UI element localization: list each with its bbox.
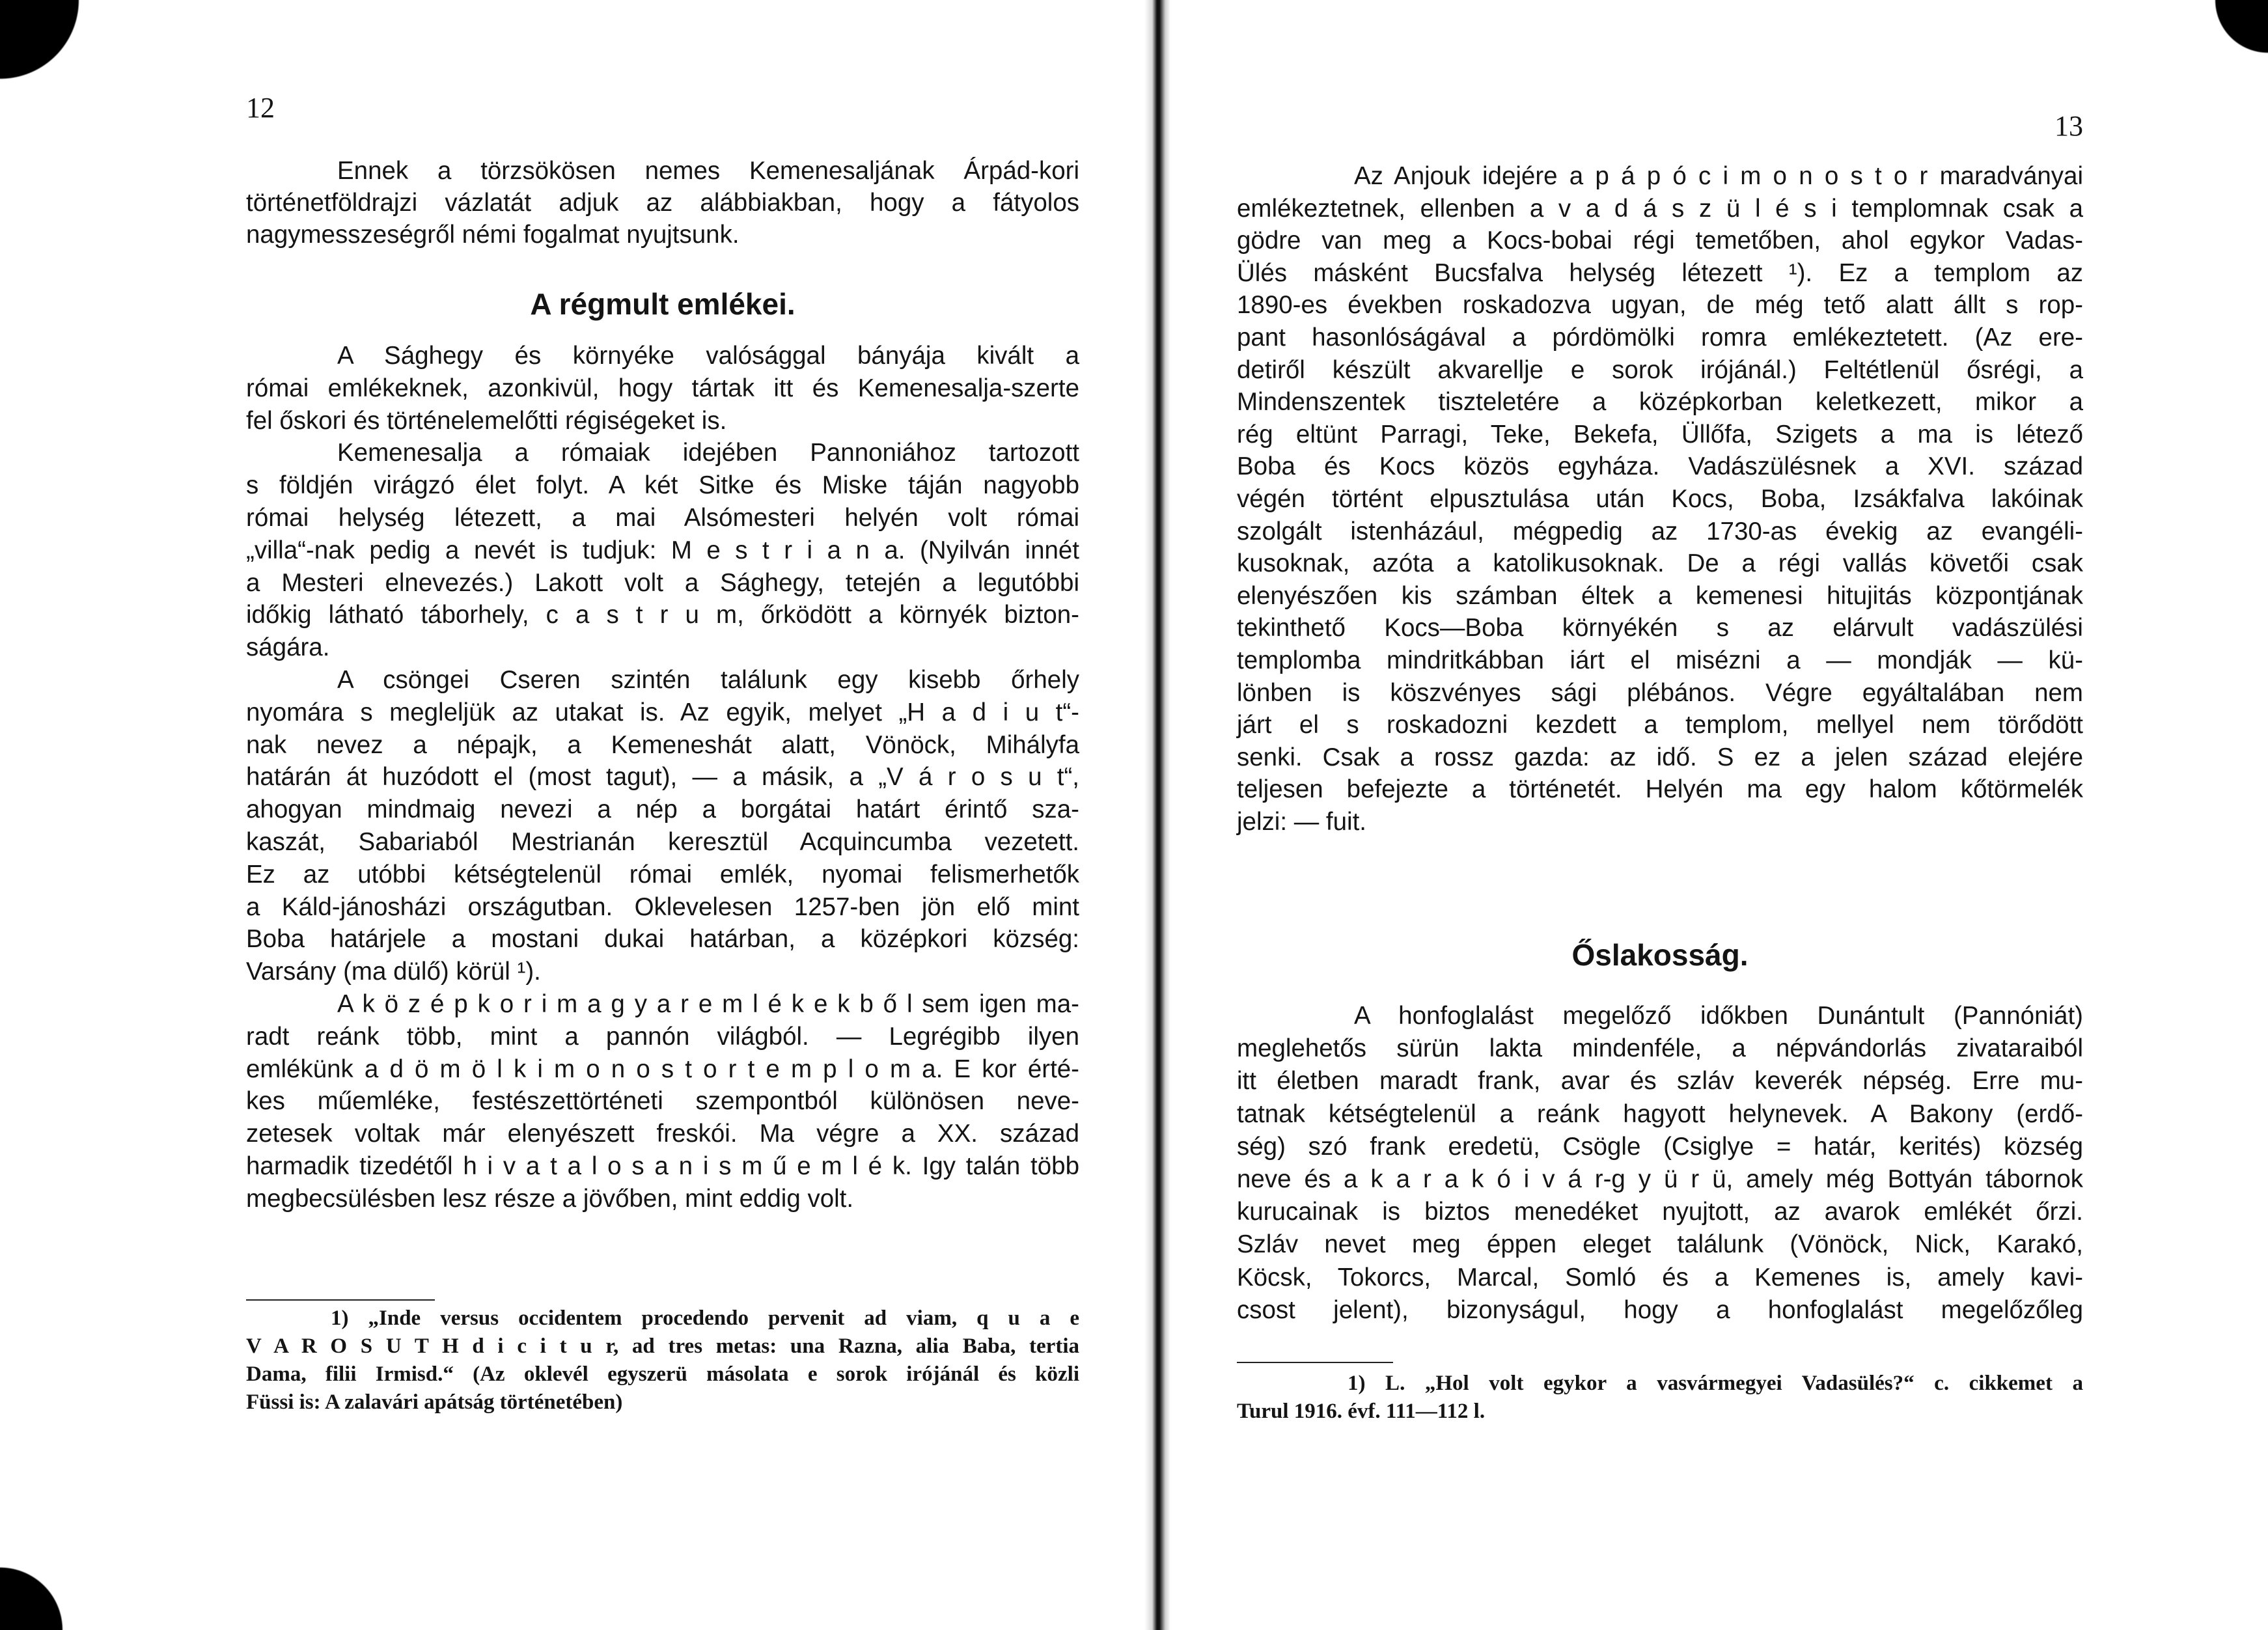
left-intro-paragraph — [246, 155, 1079, 251]
text-line: nagymesszeségről némi fogalmat nyujtsunk. — [246, 221, 740, 249]
text-line: kes műemléke, festészettörténeti szempontból különösen neve- — [246, 1087, 1079, 1116]
text-line: templomba mindritkábban iárt el misézni a — mondják — kü- — [1237, 646, 2083, 674]
footnote-rule-left — [246, 1299, 435, 1301]
footnote-line: Turul 1916. évf. 111—112 l. — [1237, 1400, 1486, 1423]
page-number-left: 12 — [246, 92, 275, 124]
text-line: határán át huzódott el (most tagut), — a másik, a „V á r o s u t“, — [246, 763, 1079, 792]
text-line: teljesen befejezte a történetét. Helyén ma egy halom kőtörmelék — [1237, 775, 2083, 804]
text-line: Köcsk, Tokorcs, Marcal, Somló és a Kemenes is, amely kavi- — [1237, 1263, 2083, 1292]
left-body-text — [246, 340, 1079, 1215]
text-line: detiről készült akvarellje e sorok irójánál.) Feltétlenül ősrégi, a — [1237, 355, 2083, 384]
footnote-line: Füssi is: A zalavári apátság történetében) — [246, 1390, 623, 1414]
scan-corner-shadow — [0, 0, 98, 98]
left-footnote — [246, 1305, 1079, 1416]
section-heading-regmult: A régmult emlékei. — [530, 287, 795, 321]
text-line: ség) szó frank eredetü, Csögle (Csiglye = határ, kerités) község — [1237, 1132, 2083, 1161]
scan-corner-shadow — [2190, 0, 2268, 65]
text-line: tekinthető Kocs—Boba környékén s az elárvult vadászülési — [1237, 614, 2083, 642]
text-line: A k ö z é p k o r i m a g y a r e m l é k e k b ő l sem igen ma- — [337, 989, 1079, 1018]
text-line: Kemenesalja a rómaiak idejében Pannoniához tartozott — [337, 439, 1079, 467]
footnote-rule-right — [1237, 1362, 1393, 1363]
text-line: pant hasonlóságával a pórdömölki romra emlékeztetett. (Az ere- — [1237, 323, 2083, 352]
text-line: fel őskori és történelemelőtti régiségeket is. — [246, 406, 727, 435]
footnote-line: Dama, filii Irmisd.“ (Az oklevél egyszerü másolata e sorok irójánál és közli — [246, 1362, 1079, 1386]
text-line: ahogyan mindmaig nevezi a nép a borgátai határt érintő sza- — [246, 795, 1079, 824]
text-line: tatnak kétségtelenül a reánk hagyott helynevek. A Bakony (erdő- — [1237, 1099, 2083, 1128]
text-line: kaszát, Sabariaból Mestrianán keresztül Acquincumba vezetett. — [246, 827, 1079, 856]
footnote-line: V A R O S U T H d i c i t u r, ad tres metas: una Razna, alia Baba, tertia — [246, 1334, 1079, 1358]
text-line: nak nevez a népajk, a Kemeneshát alatt, Vönöck, Mihályfa — [246, 730, 1079, 759]
text-line: Boba határjele a mostani dukai határban, a középkori község: — [246, 925, 1079, 954]
text-line: rég eltünt Parragi, Teke, Bekefa, Üllőfa, Szigets a ma is létező — [1237, 420, 2083, 449]
text-line: s földjén virágzó élet folyt. A két Sitke és Miske táján nagyobb — [246, 471, 1079, 500]
text-line: radt reánk több, mint a pannón világból. — Legrégibb ilyen — [246, 1022, 1079, 1051]
text-line: A honfoglalást megelőző időkben Dunántult (Pannóniát) — [1354, 1002, 2083, 1030]
text-line: Ülés másként Bucsfalva helység létezett ¹). Ez a templom az — [1237, 258, 2083, 287]
text-line: harmadik tizedétől h i v a t a l o s a n i s m ű e m l é k. Igy talán több — [246, 1152, 1079, 1180]
text-line: senki. Csak a rossz gazda: az idő. S ez a jelen század elejére — [1237, 743, 2083, 771]
right-footnote — [1237, 1370, 2083, 1426]
text-line: A csöngei Cseren szintén találunk egy kisebb őrhely — [337, 665, 1079, 694]
text-line: A Sághegy és környéke valósággal bányája kivált a — [337, 342, 1079, 370]
text-line: Szláv nevet meg éppen eleget találunk (Vönöck, Nick, Karakó, — [1237, 1230, 2083, 1259]
footnote-line: 1) L. „Hol volt egykor a vasvármegyei Vadasülés?“ c. cikkemet a — [1348, 1372, 2083, 1395]
footnote-line: 1) „Inde versus occidentem procedendo pervenit ad viam, q u a e — [331, 1306, 1079, 1330]
section-heading-oslakossag: Őslakosság. — [1571, 938, 1749, 972]
right-body-text — [1237, 160, 2083, 838]
text-line: „villa“-nak pedig a nevét is tudjuk: M e s t r i a n a. (Nyilván innét — [246, 536, 1079, 564]
text-line: a Mesteri elnevezés.) Lakott volt a Sághegy, tetején a legutóbbi — [246, 568, 1079, 597]
text-line: gödre van meg a Kocs-bobai régi temetőben, ahol egykor Vadas- — [1237, 227, 2083, 255]
text-line: lönben is köszvényes sági plébános. Végre egyáltalában nem — [1237, 678, 2083, 707]
text-line: kusoknak, azóta a katolikusoknak. De a régi vallás követői csak — [1237, 549, 2083, 578]
text-line: csost jelent), bizonyságul, hogy a honfoglalást megelőzőleg — [1237, 1295, 2083, 1324]
text-line: Az Anjouk idejére a p á p ó c i m o n o s t o r maradványai — [1354, 162, 2083, 190]
text-line: elenyészően kis számban éltek a kemenesi hitujitás központjának — [1237, 581, 2083, 610]
text-line: történetföldrajzi vázlatát adjuk az alábbiakban, hogy a fátyolos — [246, 189, 1079, 217]
text-line: zetesek voltak már elenyészett freskói. Ma végre a XX. század — [246, 1120, 1079, 1148]
text-line: emlékünk a d ö m ö l k i m o n o s t o r t e m p l o m a. E kor érté- — [246, 1055, 1079, 1083]
text-line: nyomára s megleljük az utakat is. Az egyik, melyet „H a d i u t“- — [246, 698, 1079, 726]
text-line: szolgált istenházául, mégpedig az 1730-as évekig az evangéli- — [1237, 517, 2083, 546]
text-line: időkig látható táborhely, c a s t r u m, őrködött a környék bizton- — [246, 601, 1079, 629]
text-line: neve és a k a r a k ó i v á r-g y ü r ü, amely még Bottyán tábornok — [1237, 1165, 2083, 1194]
text-line: kurucainak is biztos menedéket nyujtott, az avarok emlékét őrzi. — [1237, 1198, 2083, 1226]
page-number-right: 13 — [2054, 110, 2083, 142]
text-line: Mindenszentek tiszteletére a középkorban keletkezett, mikor a — [1237, 388, 2083, 417]
text-line: itt életben maradt frank, avar és szláv keverék népség. Erre mu- — [1237, 1067, 2083, 1096]
text-line: Ennek a törzsökösen nemes Kemenesaljának Árpád-kori — [337, 157, 1079, 185]
text-line: római emlékeknek, azonkivül, hogy tártak itt és Kemenesalja-szerte — [246, 374, 1079, 402]
text-line: emlékeztetnek, ellenben a v a d á s z ü l é s i templomnak csak a — [1237, 194, 2083, 223]
text-line: végén történt elpusztulása után Kocs, Boba, Izsákfalva lakóinak — [1237, 484, 2083, 513]
text-line: Boba és Kocs közös egyháza. Vadászülésnek a XVI. század — [1237, 452, 2083, 481]
right-body-text-2 — [1237, 1000, 2083, 1327]
text-line: Varsány (ma dülő) körül ¹). — [246, 958, 541, 986]
text-line: jelzi: — fuit. — [1237, 807, 1366, 836]
text-line: megbecsülésben lesz része a jövőben, mint eddig volt. — [246, 1184, 854, 1213]
text-line: Ez az utóbbi kétségtelenül római emlék, nyomai felismerhetők — [246, 860, 1079, 889]
text-line: a Káld-jánosházi országutban. Oklevelesen 1257-ben jön elő mint — [246, 892, 1079, 921]
text-line: római helység létezett, a mai Alsómesteri helyén volt római — [246, 503, 1079, 532]
text-line: járt el s roskadozni kezdett a templom, mellyel nem törődött — [1237, 711, 2083, 739]
text-line: 1890-es években roskadozva ugyan, de még tető alatt állt s rop- — [1237, 291, 2083, 320]
scan-corner-shadow — [0, 1558, 91, 1630]
text-line: ságára. — [246, 633, 330, 662]
text-line: meglehetős sürün lakta mindenféle, a népvándorlás zivataraiból — [1237, 1034, 2083, 1063]
book-spine — [1144, 0, 1170, 1630]
